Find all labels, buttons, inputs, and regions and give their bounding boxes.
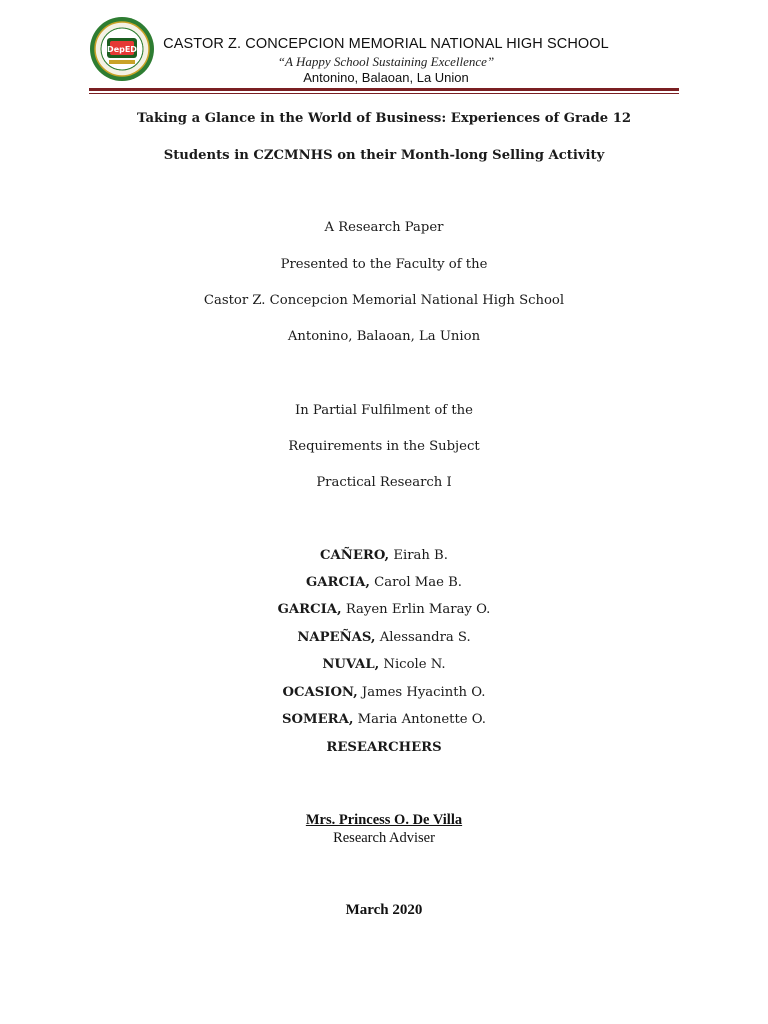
researcher-name [60,657,708,672]
researcher-name [60,602,708,617]
faculty-school-address: Antonino, Balaoan, La Union [287,329,481,344]
paper-title-line-1: Taking a Glance in the World of Business: Experiences of Grade 12 [136,111,632,126]
school-seal-icon [89,16,155,82]
researcher-given-name: Rayen Erlin Maray O. [341,602,491,617]
school-motto: “A Happy School Sustaining Excellence” [277,54,495,69]
researchers-label: RESEARCHERS [326,740,442,755]
research-paper-label: A Research Paper [324,220,444,235]
researcher-surname: OCASION, [282,685,358,700]
researcher-given-name: Maria Antonette O. [353,712,486,727]
researcher-given-name: James Hyacinth O. [357,685,486,700]
researcher-surname: NAPEÑAS, [297,630,376,645]
researcher-given-name: Alessandra S. [375,630,471,645]
school-name: CASTOR Z. CONCEPCION MEMORIAL NATIONAL HIGH SCHOOL [163,36,609,52]
researcher-name [60,548,708,563]
fulfilment-line-1: In Partial Fulfilment of the [295,403,473,418]
researcher-given-name: Nicole N. [379,657,446,672]
document-header [0,0,768,100]
school-address: Antonino, Balaoan, La Union [303,70,469,85]
researcher-name [60,685,708,700]
researcher-given-name: Eirah B. [389,548,448,563]
logo-text: DepED [107,45,137,54]
submission-date: March 2020 [345,902,423,918]
researcher-surname: NUVAL, [322,657,380,672]
researcher-surname: CAÑERO, [320,548,390,563]
researcher-surname: SOMERA, [282,712,354,727]
header-rule-thin [89,93,679,94]
subject-name: Practical Research I [316,475,452,490]
adviser-name [60,812,708,829]
researcher-name [60,630,708,645]
researcher-surname: GARCIA, [277,602,342,617]
researcher-surname: GARCIA, [306,575,370,590]
researcher-name [60,712,708,727]
paper-title-line-2: Students in CZCMNHS on their Month-long Selling Activity [163,148,605,163]
adviser-role: Research Adviser [333,830,435,846]
presented-to-line: Presented to the Faculty of the [280,257,488,272]
header-rule-thick [89,88,679,91]
researcher-name [60,575,708,590]
fulfilment-line-2: Requirements in the Subject [288,439,480,454]
adviser-name-text: Mrs. Princess O. De Villa [305,812,463,828]
researcher-given-name: Carol Mae B. [369,575,462,590]
faculty-school-name: Castor Z. Concepcion Memorial National High School [203,293,565,308]
